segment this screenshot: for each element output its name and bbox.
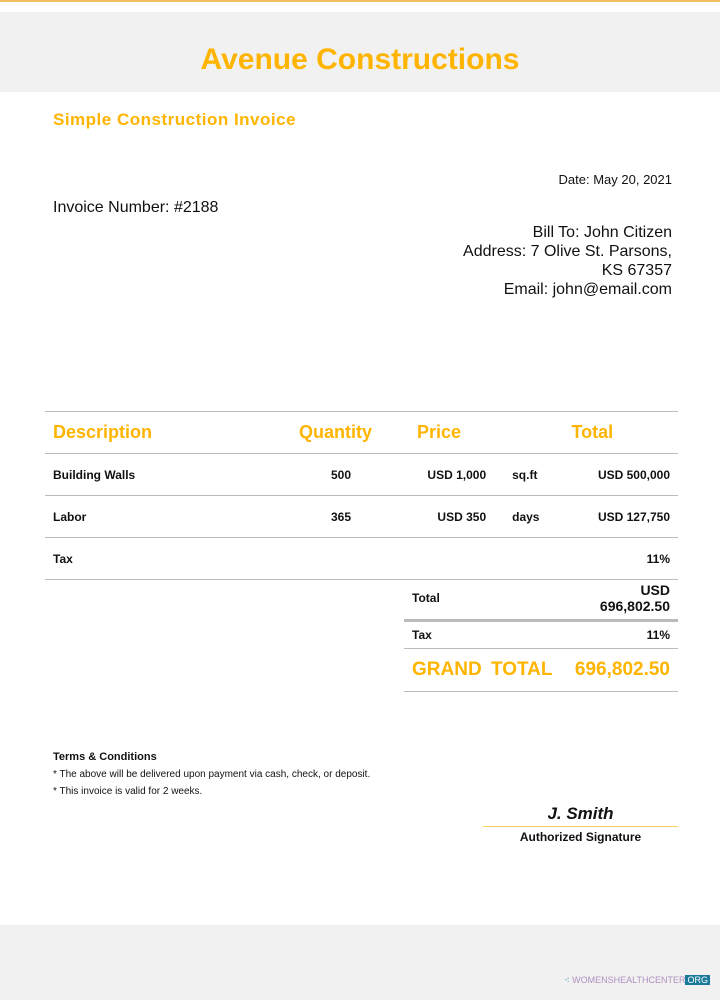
cell-unit — [494, 538, 563, 580]
bill-to: Bill To: John Citizen — [532, 224, 672, 241]
cell-qty: 500 — [291, 454, 397, 496]
cell-desc: Tax — [45, 538, 291, 580]
cell-total: 11% — [564, 538, 679, 580]
dots-icon: ⁖ — [564, 975, 573, 985]
terms-line: * This invoice is valid for 2 weeks. — [53, 786, 203, 797]
tax-label: Tax — [404, 620, 564, 648]
watermark-logo — [564, 975, 710, 986]
grand-total-value: 696,802.50 — [564, 648, 678, 691]
table-row — [45, 538, 678, 580]
terms-title: Terms & Conditions — [53, 751, 157, 763]
cell-unit: days — [494, 496, 563, 538]
table-header — [45, 412, 678, 454]
invoice-subtitle: Simple Construction Invoice — [53, 110, 297, 129]
cell-price: USD 1,000 — [397, 454, 494, 496]
summary-tax-row — [404, 620, 678, 648]
header-band — [0, 12, 720, 92]
watermark-suffix: ORG — [687, 975, 708, 985]
cell-total: USD 127,750 — [564, 496, 679, 538]
total-label: Total — [412, 591, 440, 606]
summary-table — [404, 578, 678, 692]
terms-line: * The above will be delivered upon payment via cash, check, or deposit. — [53, 769, 371, 780]
cell-total: USD 500,000 — [564, 454, 679, 496]
signature-label: Authorized Signature — [519, 830, 642, 844]
cell-qty — [291, 538, 397, 580]
signature-name: J. Smith — [483, 804, 678, 827]
table-row — [45, 496, 678, 538]
header-quantity: Quantity — [291, 412, 397, 454]
address-line2: KS 67357 — [601, 262, 672, 279]
watermark-text: WOMENSHEALTHCENTER — [572, 975, 686, 985]
bill-to-block — [463, 223, 672, 299]
header-description: Description — [45, 412, 291, 454]
table-row — [45, 454, 678, 496]
cell-unit: sq.ft — [494, 454, 563, 496]
address-line1: Address: 7 Olive St. Parsons, — [463, 243, 672, 260]
total-amount: 696,802.50 — [599, 598, 670, 615]
footer-band — [0, 925, 720, 1000]
invoice-date: Date: May 20, 2021 — [558, 172, 672, 187]
invoice-number: Invoice Number: #2188 — [53, 199, 219, 216]
company-name: Avenue Constructions — [200, 43, 520, 76]
cell-price: USD 350 — [397, 496, 494, 538]
signature-block — [483, 804, 678, 844]
header-total: Total — [564, 412, 679, 454]
summary-total-row — [404, 578, 678, 620]
terms-block — [53, 749, 370, 800]
grand-total-row — [404, 648, 678, 691]
cell-desc: Building Walls — [45, 454, 291, 496]
items-table — [45, 411, 678, 580]
cell-price — [397, 538, 494, 580]
total-currency: USD — [640, 582, 670, 599]
grand-total-label: GRAND TOTAL — [404, 648, 564, 691]
tax-value: 11% — [564, 620, 678, 648]
header-price: Price — [397, 412, 564, 454]
total-value — [564, 578, 678, 620]
cell-desc: Labor — [45, 496, 291, 538]
top-border — [0, 0, 720, 2]
cell-qty: 365 — [291, 496, 397, 538]
email: Email: john@email.com — [503, 281, 672, 298]
